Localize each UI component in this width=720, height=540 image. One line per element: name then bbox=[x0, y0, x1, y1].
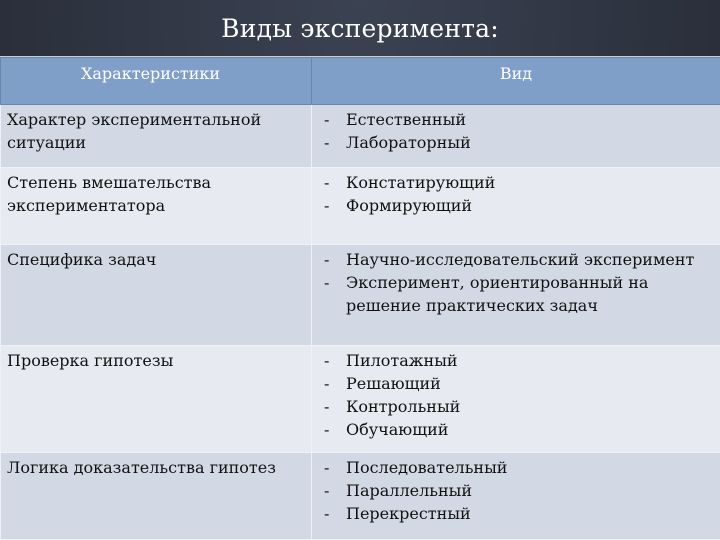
types-list bbox=[318, 108, 714, 154]
types-cell bbox=[312, 245, 720, 346]
table-header-row bbox=[1, 58, 720, 105]
slide-title: Виды эксперимента: bbox=[221, 13, 499, 43]
list-item: - Обучающий bbox=[324, 420, 449, 439]
types-cell bbox=[312, 105, 720, 168]
list-item: - Естественный bbox=[324, 110, 466, 129]
table-row bbox=[1, 346, 720, 453]
header-type: Вид bbox=[312, 58, 720, 105]
types-cell bbox=[312, 168, 720, 245]
list-item: - Перекрестный bbox=[324, 504, 471, 523]
list-item: - Пилотажный bbox=[324, 351, 458, 370]
types-list bbox=[318, 349, 714, 441]
list-item: - Решающий bbox=[324, 374, 441, 393]
list-item: - Лабораторный bbox=[324, 133, 471, 152]
characteristic-cell: Характер экспериментальной ситуации bbox=[1, 105, 312, 168]
characteristic-cell: Логика доказательства гипотез bbox=[1, 453, 312, 540]
characteristic-cell: Проверка гипотезы bbox=[1, 346, 312, 453]
header-characteristics: Характеристики bbox=[1, 58, 312, 105]
list-item: - Контрольный bbox=[324, 397, 461, 416]
table-row bbox=[1, 168, 720, 245]
characteristic-cell: Специфика задач bbox=[1, 245, 312, 346]
experiment-types-table bbox=[0, 57, 720, 540]
types-cell bbox=[312, 346, 720, 453]
list-item: - Параллельный bbox=[324, 481, 473, 500]
types-list bbox=[318, 248, 714, 317]
list-item: - Научно-исследовательский эксперимент bbox=[324, 250, 695, 269]
characteristic-cell: Степень вмешательства экспериментатора bbox=[1, 168, 312, 245]
table-row bbox=[1, 245, 720, 346]
list-item: - Последовательный bbox=[324, 458, 508, 477]
types-cell bbox=[312, 453, 720, 540]
types-list bbox=[318, 171, 714, 217]
table-row bbox=[1, 453, 720, 540]
types-list bbox=[318, 456, 714, 525]
list-item: - Формирующий bbox=[324, 196, 473, 215]
list-item: - Констатирующий bbox=[324, 173, 496, 192]
table-row bbox=[1, 105, 720, 168]
list-item: - Эксперимент, ориентированный на решение практических задач bbox=[324, 273, 649, 315]
